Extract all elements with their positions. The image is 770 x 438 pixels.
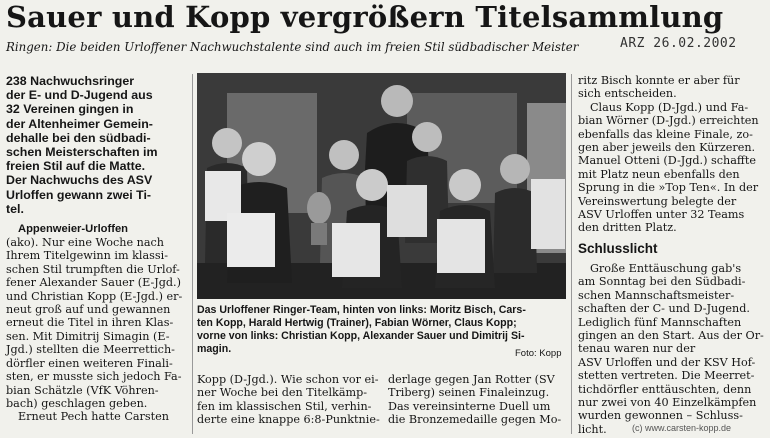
photo-credit: Foto: Kopp: [515, 348, 562, 359]
body-line: erneut die Titel in ihren Klas-: [6, 316, 174, 330]
body-line: tichdörfler enttäuschten, denn: [578, 382, 752, 396]
body-line: sten, er musste sich jedoch Fa-: [6, 370, 182, 384]
body-line: sen. Mit Dimitrij Simagin (E-: [6, 329, 170, 343]
body-line: Claus Kopp (D-Jgd.) und Fa-: [590, 100, 749, 114]
handwritten-date-stamp: ARZ 26.02.2002: [620, 36, 737, 51]
body-line: und Christian Kopp (E-Jgd.) er-: [6, 289, 183, 303]
lead-paragraph: [6, 74, 189, 216]
body-line: (ako). Nur eine Woche nach: [6, 236, 164, 250]
caption-line: magin.: [197, 343, 232, 355]
article-headline: Sauer und Kopp vergrößern Titelsammlung: [6, 0, 724, 34]
caption-line: Das Urloffener Ringer-Team, hinten von links: Moritz Bisch, Cars-: [197, 304, 526, 316]
column-divider: [571, 74, 572, 434]
body-line: derte eine knappe 6:8-Punktnie-: [197, 413, 380, 427]
body-line: Sprung in die »Top Ten«. In der: [578, 181, 759, 195]
caption-line: ten Kopp, Harald Hertwig (Trainer), Fabian Wörner, Claus Kopp;: [197, 317, 517, 329]
body-line: Vereinswertung belegte der: [578, 194, 737, 208]
body-line: Große Enttäuschung gab's: [590, 261, 742, 275]
lead-line: der Altenheimer Gemein-: [6, 116, 153, 131]
body-line: Ihrem Titelgewinn im klassi-: [6, 249, 169, 263]
body-line: am Sonntag bei den Südbadi-: [578, 275, 746, 289]
body-line: fener Alexander Sauer (E-Jgd.): [6, 276, 181, 290]
body-line: nur zwei von 40 Einzelkämpfen: [578, 395, 757, 409]
body-line: ASV Urloffen unter 32 Teams: [578, 208, 745, 222]
body-line: die Bronzemedaille gegen Mo-: [388, 413, 562, 427]
section-heading: Schlusslicht: [578, 240, 658, 256]
column-middle-right: [388, 373, 568, 427]
body-line: ner Woche bei den Titelkämp-: [197, 386, 368, 400]
body-line: schaften der C- und D-Jugend.: [578, 302, 750, 316]
lead-line: 32 Vereinen gingen in: [6, 102, 134, 117]
body-line: stetten vertreten. Die Meerret-: [578, 369, 755, 383]
dateline: Appenweier-Urloffen: [18, 223, 129, 236]
body-line: Lediglich fünf Mannschaften: [578, 315, 742, 329]
copyright-watermark: (c) www.carsten-kopp.de: [632, 423, 732, 433]
column-divider: [192, 74, 193, 434]
body-line: Erneut Pech hatte Carsten: [18, 410, 169, 424]
lead-line: schen Meisterschaften im: [6, 145, 158, 160]
lead-line: Der Nachwuchs des ASV: [6, 173, 153, 188]
team-photo: [197, 73, 566, 299]
body-line: gingen an den Start. Aus der Or-: [578, 328, 764, 342]
body-line: Triberg) seinen Finaleinzug.: [388, 386, 550, 400]
body-line: bian Schätzle (VfK Vöhren-: [6, 383, 159, 397]
body-line: mit Platz neun ebenfalls den: [578, 167, 740, 181]
body-line: neut groß auf und gewannen: [6, 303, 171, 317]
article-subheadline: Ringen: Die beiden Urloffener Nachwuchstalente sind auch im freien Stil südbadischer Meister: [6, 40, 579, 54]
photo-caption: [197, 304, 566, 356]
body-line: Kopp (D-Jgd.). Wie schon vor ei-: [197, 373, 379, 386]
body-line: dörfler einen weiteren Finali-: [6, 356, 173, 370]
body-paragraph: [6, 236, 189, 424]
column-right: [578, 74, 766, 436]
body-line: bian Wörner (D-Jgd.) erreichten: [578, 114, 759, 128]
body-line: wurden gewonnen – Schluss-: [578, 409, 743, 423]
lead-line: 238 Nachwuchsringer: [6, 74, 135, 88]
body-line: schen Mannschaftsmeister-: [578, 288, 735, 302]
lead-line: dehalle bei den südbadi-: [6, 130, 151, 145]
body-line: Manuel Otteni (D-Jgd.) schaffte: [578, 154, 756, 168]
body-line: Jgd.) stellten die Meerrettich-: [6, 343, 175, 357]
body-line: ASV Urloffen und der KSV Hof-: [578, 355, 756, 369]
caption-line: vorne von links: Christian Kopp, Alexander Sauer und Dimitrij Si-: [197, 330, 525, 342]
lead-line: freien Stil auf die Matte.: [6, 159, 146, 174]
body-line: ebenfalls das kleine Finale, zo-: [578, 127, 753, 141]
column-left: [6, 74, 189, 424]
body-line: sich entscheiden.: [578, 87, 677, 101]
column-middle-left: [197, 373, 380, 427]
lead-line: tel.: [6, 201, 24, 216]
lead-line: Urloffen gewann zwei Ti-: [6, 187, 152, 202]
body-line: ritz Bisch konnte er aber für: [578, 74, 740, 87]
body-line: bach) geschlagen geben.: [6, 396, 148, 410]
lead-line: der E- und D-Jugend aus: [6, 88, 153, 103]
body-line: den dritten Platz.: [578, 221, 677, 235]
body-line: Das vereinsinterne Duell um: [388, 399, 551, 413]
body-line: gen aber jeweils den Kürzeren.: [578, 141, 756, 155]
body-line: tenau waren nur der: [578, 342, 696, 356]
body-line: fen im klassischen Stil, verhin-: [197, 399, 372, 413]
body-line: schen Stil trumpften die Urlof-: [6, 262, 180, 276]
body-line: licht.: [578, 422, 607, 436]
body-line: derlage gegen Jan Rotter (SV: [388, 373, 555, 386]
